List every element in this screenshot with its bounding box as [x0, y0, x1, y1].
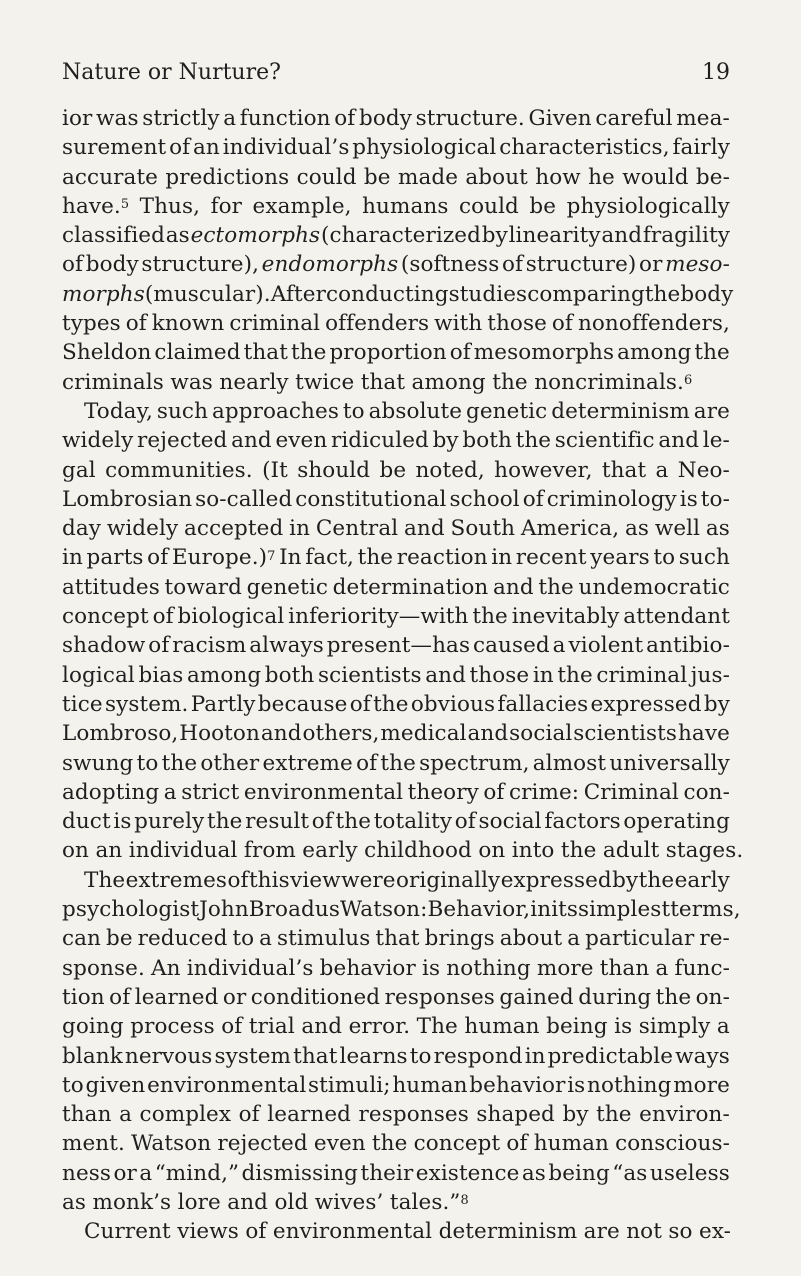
text-line: tice system. Partly because of the obvious fallacies expressed by [62, 691, 730, 717]
text-line: blank nervous system that learns to respond in predictable ways [62, 1043, 730, 1069]
text-line: Lombroso, Hooton and others, medical and social scientists have [62, 721, 730, 747]
text-line: ness or a “mind,” dismissing their existence as being “as useless [62, 1160, 730, 1186]
text-line: to given environmental stimuli; human behavior is nothing more [62, 1072, 730, 1098]
text-line: Lombrosian so-called constitutional school of criminology is to- [62, 486, 730, 512]
text-line: as monk’s lore and old wives’ tales.”$^8$ [62, 1189, 469, 1215]
text-line: going process of trial and error. The human being is simply a [62, 1014, 730, 1040]
text-line: on an individual from early childhood on into the adult stages. [62, 838, 744, 864]
text-line: morphs (muscular). After conducting studies comparing the body [62, 281, 734, 307]
book-page [62, 58, 744, 1247]
text-line: The extremes of this view were originally expressed by the early [84, 867, 730, 893]
text-line: of body structure), endomorphs (softness of structure) or meso- [62, 252, 730, 278]
text-line: have.$^5$ Thus, for example, humans could be physiologically [62, 193, 730, 219]
text-line: adopting a strict environmental theory of crime: Criminal con- [62, 779, 730, 805]
text-line: Current views of environmental determinism are not so ex- [84, 1219, 732, 1245]
text-line: logical bias among both scientists and those in the criminal jus- [62, 662, 730, 688]
text-line: psychologist John Broadus Watson: Behavior, in its simplest terms, [62, 897, 741, 923]
text-line: attitudes toward genetic determination and the undemocratic [62, 574, 730, 600]
text-line: ment. Watson rejected even the concept of human conscious- [62, 1131, 730, 1157]
text-line: types of known criminal offenders with those of nonoffenders, [62, 311, 730, 337]
text-line: than a complex of learned responses shaped by the environ- [62, 1102, 730, 1128]
text-line: ior was strictly a function of body structure. Given careful mea- [62, 106, 730, 131]
text-line: Today, such approaches to absolute genetic determinism are [84, 398, 730, 424]
body-text [62, 104, 744, 1247]
text-line: duct is purely the result of the totality of social factors operating [62, 809, 730, 835]
text-line: swung to the other extreme of the spectrum, almost universally [62, 750, 730, 776]
text-line: widely rejected and even ridiculed by both the scientific and le- [62, 428, 730, 454]
text-line: day widely accepted in Central and South America, as well as [62, 516, 730, 542]
text-line: gal communities. (It should be noted, however, that a Neo- [62, 457, 730, 483]
text-line: sponse. An individual’s behavior is nothing more than a func- [62, 955, 730, 981]
text-line: surement of an individual’s physiological characteristics, fairly [62, 135, 730, 161]
text-line: accurate predictions could be made about how he would be- [62, 164, 730, 190]
text-line: shadow of racism always present—has caused a violent antibio- [62, 633, 730, 659]
text-line: criminals was nearly twice that among the noncriminals.$^6$ [62, 369, 693, 395]
running-header [62, 58, 730, 104]
text-line: can be reduced to a stimulus that brings about a particular re- [62, 926, 730, 952]
text-line: in parts of Europe.)$^7$ In fact, the reaction in recent years to such [62, 545, 730, 571]
text-line: classified as ectomorphs (characterized by linearity and fragility [62, 223, 730, 249]
text-line: Sheldon claimed that the proportion of mesomorphs among the [62, 340, 730, 366]
text-line: concept of biological inferiority—with the inevitably attendant [62, 604, 730, 630]
running-title: Nature or Nurture? [62, 60, 281, 85]
page-number: 19 [702, 60, 730, 85]
text-line: tion of learned or conditioned responses gained during the on- [62, 984, 730, 1010]
